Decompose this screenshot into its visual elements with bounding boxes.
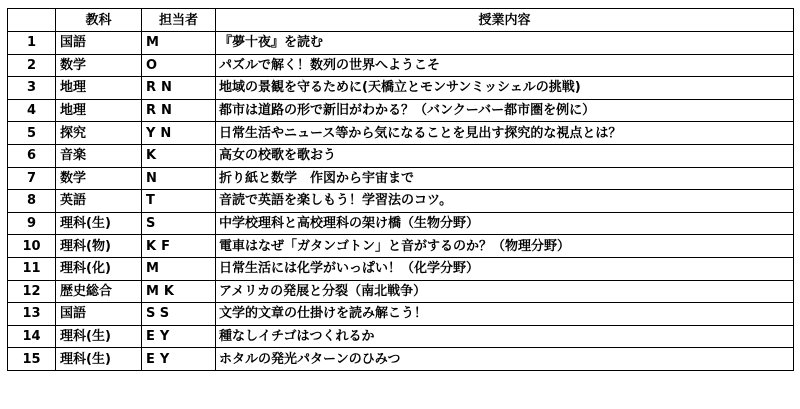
- row-number: 8: [8, 190, 56, 213]
- row-content: アメリカの発展と分裂（南北戦争）: [216, 280, 794, 303]
- table-row: [8, 122, 794, 145]
- row-number: 7: [8, 167, 56, 190]
- table-row: [8, 54, 794, 77]
- table-row: [8, 167, 794, 190]
- table-row: [8, 32, 794, 55]
- row-subject: 国語: [56, 303, 142, 326]
- row-content: パズルで解く！数列の世界へようこそ: [216, 54, 794, 77]
- row-number: 4: [8, 99, 56, 122]
- row-teacher: N: [142, 167, 216, 190]
- table-row: [8, 190, 794, 213]
- row-teacher: EY: [142, 325, 216, 348]
- header-number: [8, 9, 56, 32]
- table-row: [8, 348, 794, 371]
- row-subject: 数学: [56, 54, 142, 77]
- row-content: 日常生活には化学がいっぱい！（化学分野）: [216, 257, 794, 280]
- row-content: 音読で英語を楽しもう！学習法のコツ。: [216, 190, 794, 213]
- row-number: 12: [8, 280, 56, 303]
- row-content: 折り紙と数学 作図から宇宙まで: [216, 167, 794, 190]
- header-row: [8, 9, 794, 32]
- row-subject: 国語: [56, 32, 142, 55]
- row-content: 日常生活やニュース等から気になることを見出す探究的な視点とは？: [216, 122, 794, 145]
- table-row: [8, 257, 794, 280]
- table-row: [8, 212, 794, 235]
- row-teacher: M: [142, 32, 216, 55]
- row-number: 2: [8, 54, 56, 77]
- row-subject: 理科(生): [56, 212, 142, 235]
- row-teacher: S: [142, 212, 216, 235]
- row-teacher: YN: [142, 122, 216, 145]
- row-number: 13: [8, 303, 56, 326]
- row-number: 11: [8, 257, 56, 280]
- row-subject: 地理: [56, 77, 142, 100]
- row-number: 14: [8, 325, 56, 348]
- row-content: 中学校理科と高校理科の架け橋（生物分野）: [216, 212, 794, 235]
- row-content: 電車はなぜ「ガタンゴトン」と音がするのか？（物理分野）: [216, 235, 794, 258]
- row-subject: 探究: [56, 122, 142, 145]
- table-row: [8, 303, 794, 326]
- row-number: 1: [8, 32, 56, 55]
- row-content: ホタルの発光パターンのひみつ: [216, 348, 794, 371]
- row-teacher: KF: [142, 235, 216, 258]
- schedule-sheet: [7, 8, 794, 371]
- row-number: 9: [8, 212, 56, 235]
- row-content: 文学的文章の仕掛けを読み解こう！: [216, 303, 794, 326]
- row-teacher: EY: [142, 348, 216, 371]
- table-row: [8, 280, 794, 303]
- row-subject: 英語: [56, 190, 142, 213]
- row-teacher: T: [142, 190, 216, 213]
- row-subject: 理科(化): [56, 257, 142, 280]
- row-content: 種なしイチゴはつくれるか: [216, 325, 794, 348]
- row-subject: 理科(生): [56, 325, 142, 348]
- table-row: [8, 77, 794, 100]
- row-teacher: M: [142, 257, 216, 280]
- row-content: 都市は道路の形で新旧がわかる？（バンクーバー都市圏を例に）: [216, 99, 794, 122]
- row-subject: 理科(物): [56, 235, 142, 258]
- row-teacher: SS: [142, 303, 216, 326]
- row-number: 15: [8, 348, 56, 371]
- row-content: 高女の校歌を歌おう: [216, 144, 794, 167]
- row-number: 6: [8, 144, 56, 167]
- row-subject: 理科(生): [56, 348, 142, 371]
- row-content: 『夢十夜』を読む: [216, 32, 794, 55]
- row-number: 3: [8, 77, 56, 100]
- table-row: [8, 144, 794, 167]
- table-row: [8, 325, 794, 348]
- class-schedule-table: [7, 8, 794, 371]
- row-subject: 数学: [56, 167, 142, 190]
- row-subject: 歴史総合: [56, 280, 142, 303]
- header-subject: 教科: [56, 9, 142, 32]
- row-teacher: RN: [142, 99, 216, 122]
- row-subject: 音楽: [56, 144, 142, 167]
- row-number: 10: [8, 235, 56, 258]
- row-content: 地域の景観を守るために(天橋立とモンサンミッシェルの挑戦): [216, 77, 794, 100]
- row-teacher: K: [142, 144, 216, 167]
- table-row: [8, 99, 794, 122]
- row-teacher: O: [142, 54, 216, 77]
- row-number: 5: [8, 122, 56, 145]
- row-teacher: RN: [142, 77, 216, 100]
- row-subject: 地理: [56, 99, 142, 122]
- header-teacher: 担当者: [142, 9, 216, 32]
- row-teacher: MK: [142, 280, 216, 303]
- header-content: 授業内容: [216, 9, 794, 32]
- table-row: [8, 235, 794, 258]
